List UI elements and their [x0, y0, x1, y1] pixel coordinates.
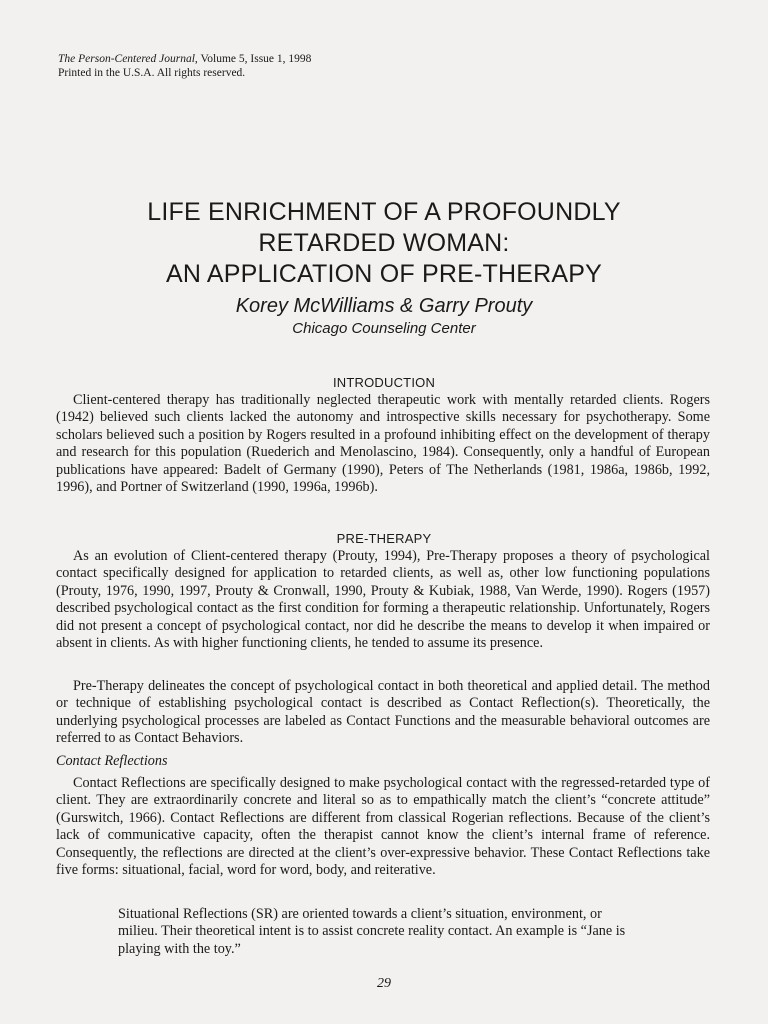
- journal-header: [58, 52, 311, 80]
- article-title: [0, 197, 768, 290]
- contact-reflections-subheading: Contact Reflections: [56, 753, 168, 769]
- affiliation: Chicago Counseling Center: [292, 320, 476, 337]
- journal-name: The Person-Centered Journal: [58, 53, 195, 65]
- pre-therapy-paragraph-1: As an evolution of Client-centered therapy (Prouty, 1994), Pre-Therapy proposes a theory of psychological contact specifically designed for application to retarded clients, as well as, other low functioning populations (Prouty, 1976, 1990, 1997, Prouty & Cronwall, 1990, Prouty & Kubiak, 1988, Van Werde, 1990). Rogers (1957) described psychological contact as the first condition for forming a therapeutic relationship. Unfortunately, Rogers did not present a concept of psychological contact, nor did he describe the means to develop it when impaired or absent in clients. As with higher functioning clients, he tended to assume its presence.: [56, 548, 710, 652]
- title-line-3: AN APPLICATION OF PRE-THERAPY: [166, 260, 602, 288]
- journal-citation: [58, 52, 311, 66]
- title-line-2: RETARDED WOMAN:: [258, 229, 510, 257]
- rights-notice: Printed in the U.S.A. All rights reserved.: [58, 67, 246, 79]
- pre-therapy-heading: PRE-THERAPY: [336, 531, 432, 546]
- page-number: 29: [377, 976, 391, 991]
- volume-issue: , Volume 5, Issue 1, 1998: [194, 53, 312, 65]
- introduction-heading: INTRODUCTION: [332, 375, 436, 390]
- pre-therapy-paragraph-2: Pre-Therapy delineates the concept of psychological contact in both theoretical and applied detail. The method or technique of establishing psychological contact is described as Contact Reflection(s). Theoretically, the underlying psychological processes are labeled as Contact Functions and the measurable behavioral outcomes are referred to as Contact Behaviors.: [56, 678, 710, 747]
- title-line-1: LIFE ENRICHMENT OF A PROFOUNDLY: [147, 198, 621, 226]
- authors: Korey McWilliams & Garry Prouty: [235, 295, 533, 317]
- situational-reflections-block: Situational Reflections (SR) are oriented towards a client’s situation, environment, or milieu. Their theoretical intent is to assist concrete reality contact. An example is “Jane is playing with the toy.”: [118, 906, 626, 957]
- introduction-paragraph: Client-centered therapy has traditionally neglected therapeutic work with mentally retarded clients. Rogers (1942) believed such clients lacked the autonomy and introspective skills necessary for psychotherapy. Some scholars believed such a position by Rogers resulted in a profound inhibiting effect on the development of therapy and research for this population (Ruederich and Menolascino, 1984). Consequently, only a handful of European publications have appeared: Badelt of Germany (1990), Peters of The Netherlands (1981, 1986a, 1986b, 1992, 1996), and Portner of Switzerland (1990, 1996a, 1996b).: [56, 392, 710, 496]
- contact-reflections-paragraph: Contact Reflections are specifically designed to make psychological contact with the regressed-retarded type of client. They are extraordinarily concrete and literal so as to empathically match the client’s “concrete attitude” (Gurswitch, 1966). Contact Reflections are different from classical Rogerian reflections. Because of the client’s lack of communicative capacity, often the therapist cannot know the client’s internal frame of reference. Consequently, the reflections are directed at the client’s over-expressive behavior. These Contact Reflections take five forms: situational, facial, word for word, body, and reiterative.: [56, 775, 710, 879]
